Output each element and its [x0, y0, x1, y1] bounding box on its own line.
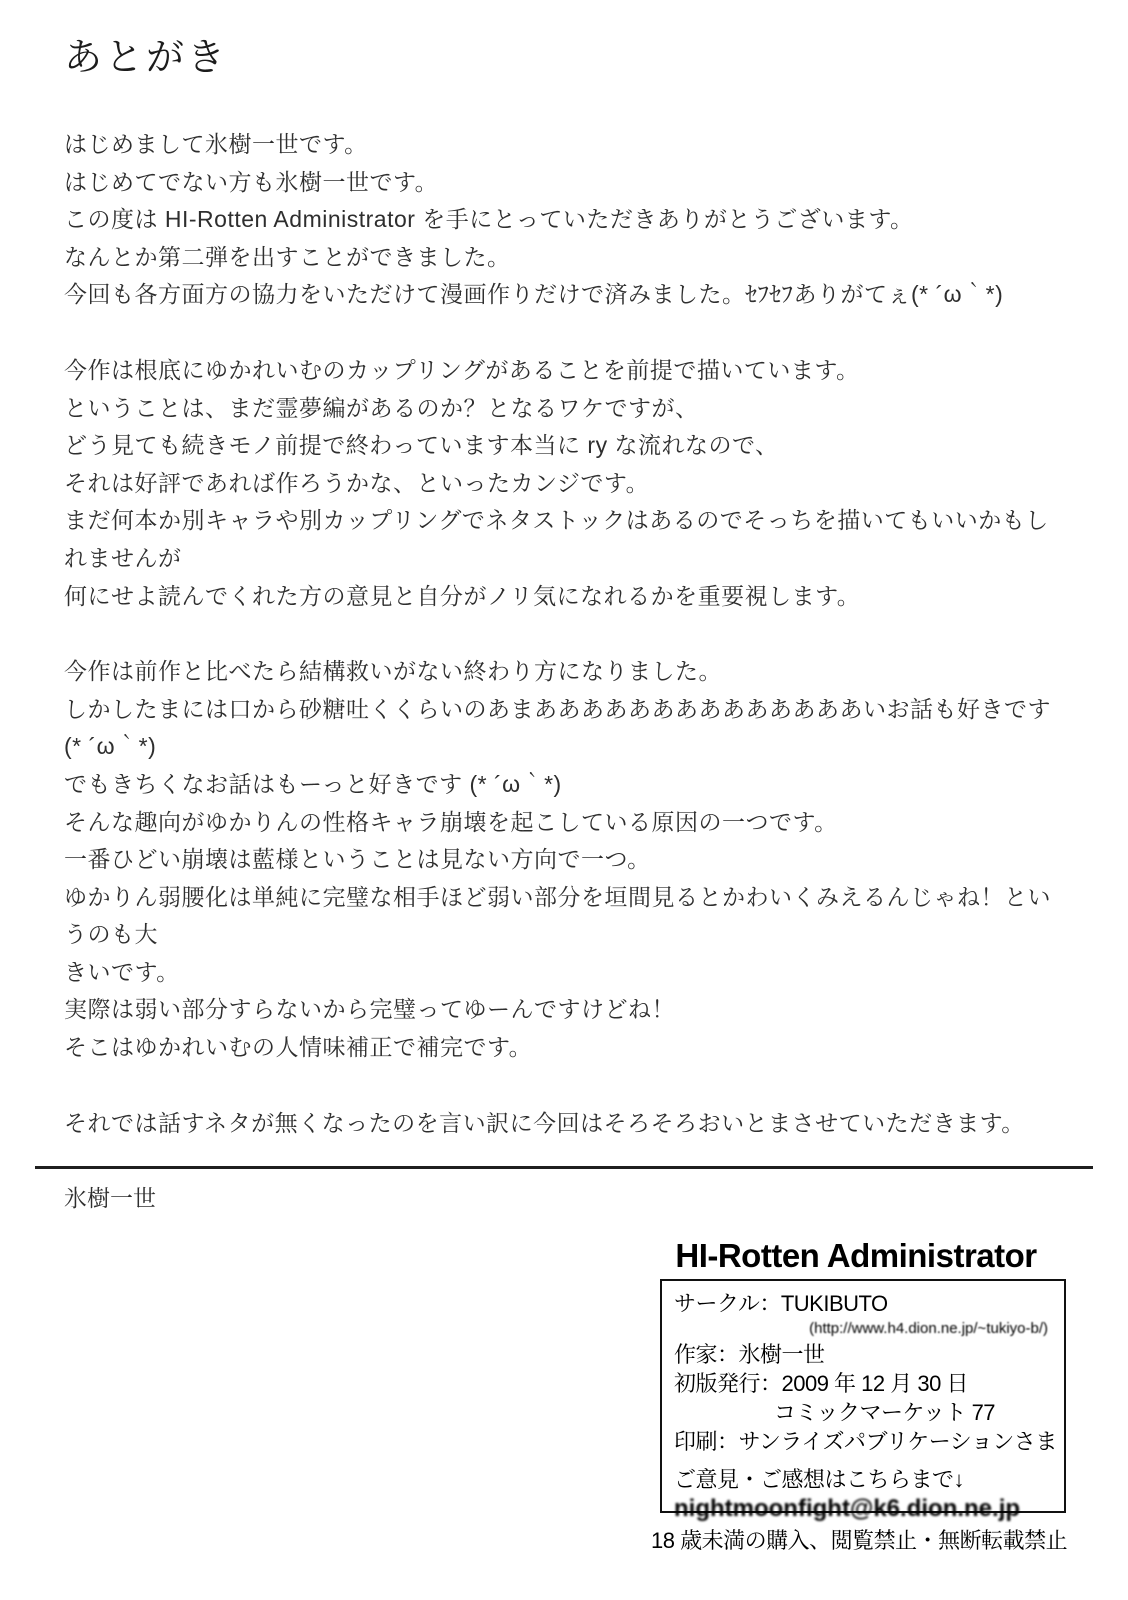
afterword-paragraph: 今作は前作と比べたら結構救いがない終わり方になりました。 しかしたまには口から砂糖吐くくらいのあまああああああああああああああいお話も好きです (* ´ω｀*) でもきちくなお話はもーっと好きです (* ´ω｀*) そんな趣向がゆかりんの性格キャラ崩壊を起こしている原因の一つです。 一番ひどい崩壊は藍様ということは見ない方向で一つ。 ゆかりん弱腰化は単純に完璧な相手ほど弱い部分を垣間見るとかわいくみえるんじゃね！というのも大 きいです。 実際は弱い部分すらないから完璧ってゆーんですけどね！ そこはゆかれいむの人情味補正で補完です。: [64, 658, 1051, 1061]
signature: 氷樹一世: [64, 1185, 156, 1212]
colophon-circle-url: (http://www.h4.dion.ne.jp/~tukiyo-b/): [809, 1320, 1048, 1337]
colophon-event: コミックマーケット 77: [774, 1400, 996, 1425]
colophon-title: HI-Rotten Administrator: [675, 1237, 1037, 1274]
colophon-printer: 印刷：サンライズパブリケーションさま: [674, 1429, 1057, 1454]
colophon-email: nightmoonfight@k6.dion.ne.jp: [674, 1495, 1021, 1522]
afterword-paragraph: 今作は根底にゆかれいむのカップリングがあることを前提で描いています。 ということは、まだ霊夢編があるのか？となるワケですが、 どう見ても続きモノ前提で終わっています本当に ry な流れなので、 それは好評であれば作ろうかな、といったカンジです。 まだ何本か別キャラや別カップリングでネタストックはあるのでそっちを描いてもいいかもしれませんが 何にせよ読んでくれた方の意見と自分がノリ気になれるかを重要視します。: [64, 356, 1049, 609]
colophon-circle: サークル：TUKIBUTO: [674, 1291, 888, 1316]
colophon-feedback-label: ご意見・ご感想はこちらまで↓: [674, 1467, 965, 1492]
colophon-author: 作家：氷樹一世: [674, 1342, 825, 1367]
afterword-body: [64, 126, 1072, 1142]
afterword-paragraph: それでは話すネタが無くなったのを言い訳に今回はそろそろおいとまさせていただきます。: [64, 1109, 1025, 1136]
colophon-box: [660, 1279, 1066, 1522]
age-restriction-notice: 18 歳未満の購入、閲覧禁止・無断転載禁止: [651, 1528, 1068, 1553]
afterword-content: [64, 35, 1072, 1218]
colophon-first-edition: 初版発行：2009 年 12 月 30 日: [674, 1371, 968, 1396]
divider-line: [35, 1166, 1093, 1169]
afterword-paragraph: はじめまして氷樹一世です。 はじめてでない方も氷樹一世です。 この度は HI-Rotten Administrator を手にとっていただきありがとうございます。 なんとか第二弾を出すことができました。 今回も各方面方の協力をいただけて漫画作りだけで済みました。ｾﾌｾﾌありがてぇ(* ´ω｀*): [64, 131, 1004, 308]
page-title: あとがき: [64, 35, 229, 79]
